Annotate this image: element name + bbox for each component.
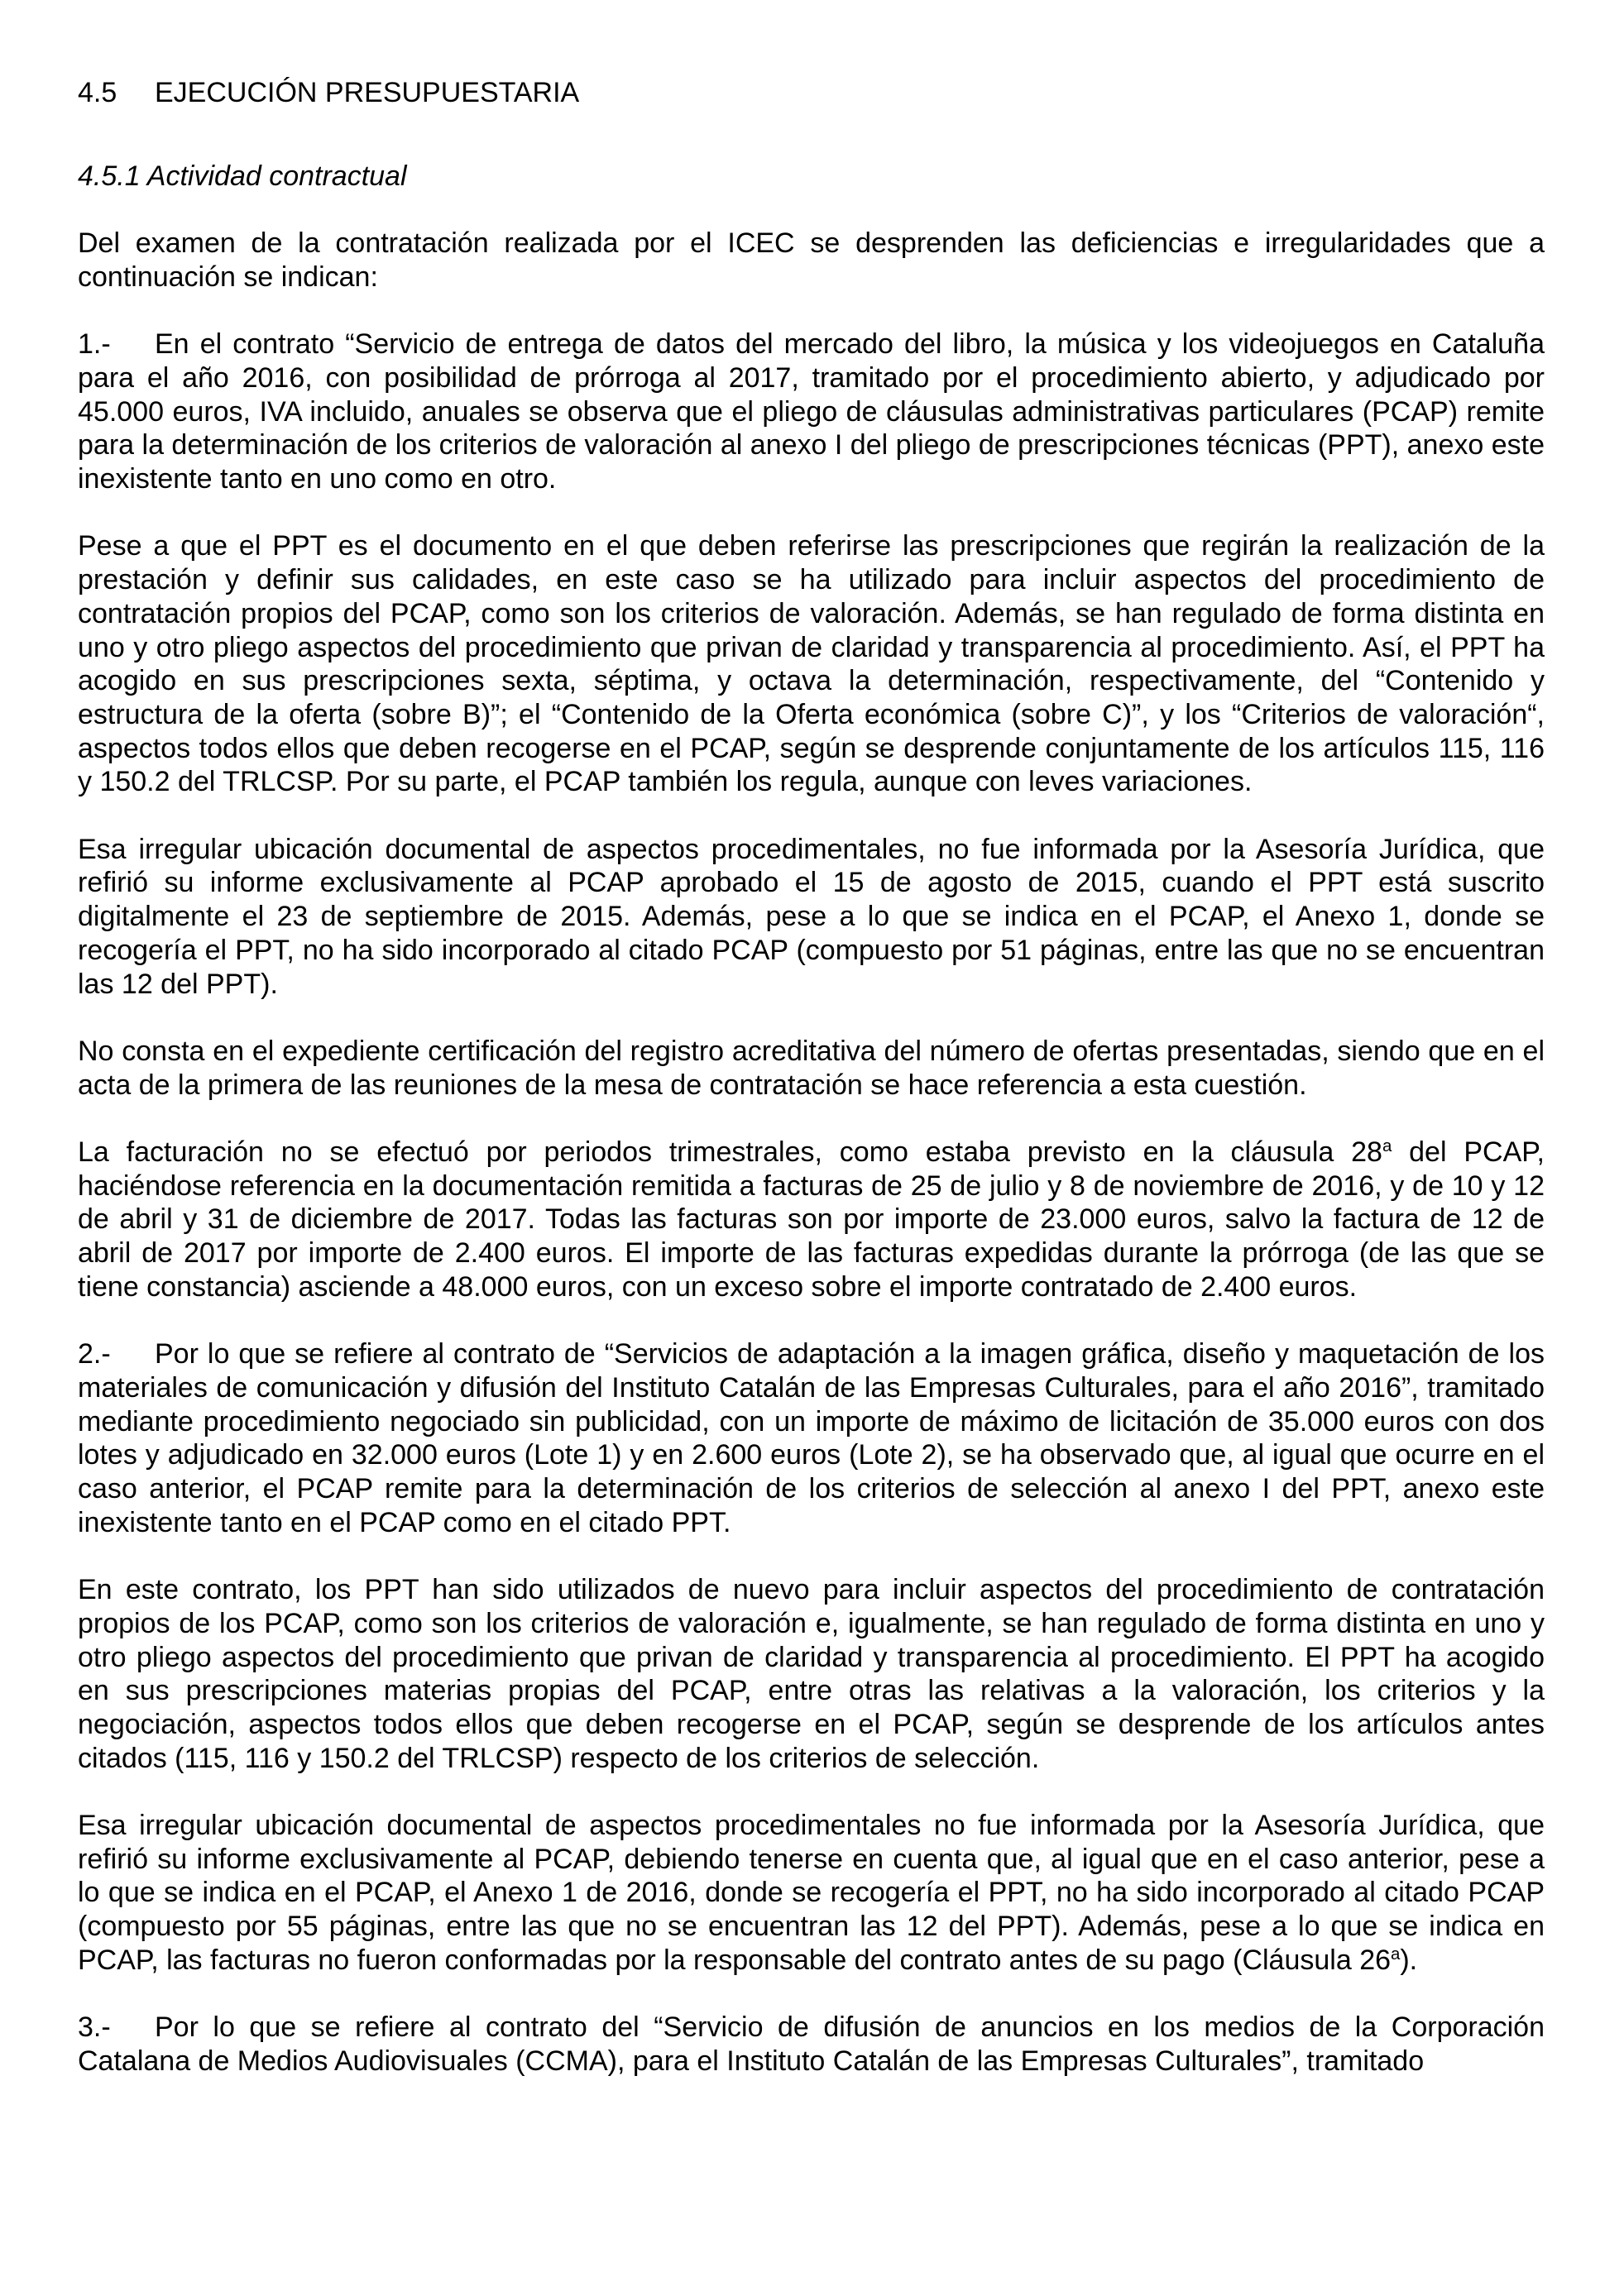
paragraph-invoicing [78,1136,1545,1304]
item-text: En el contrato “Servicio de entrega de datos del mercado del libro, la música y los videojuegos en Cataluña para el año 2016, con posibilidad de prórroga al 2017, tramitado por el procedimiento abierto, y adjudicado por 45.000 euros, IVA incluido, anuales se observa que el pliego de cláusulas administrativas particulares (PCAP) remite para la determinación de los criterios de valoración al anexo I del pliego de prescripciones técnicas (PPT), anexo este inexistente tanto en uno como en otro. [78,328,1545,495]
text-segment: Esa irregular ubicación documental de aspectos procedimentales no fue informada por la Asesoría Jurídica, que refirió su informe exclusivamente al PCAP, debiendo tenerse en cuenta que, al igual que en el caso anterior, pese a lo que se indica en el PCAP, el Anexo 1 de 2016, donde se recogería el PPT, no ha sido incorporado al citado PCAP (compuesto por 55 páginas, entre las que no se encuentran las 12 del PPT). Además, pese a lo que se indica en PCAP, las facturas no fueron conformadas por la responsable del contrato antes de su pago (Cláusula 26 [78,1810,1545,1976]
item-number: 1.- [78,328,111,361]
item-number: 2.- [78,1338,111,1370]
paragraph-contract-ppt: En este contrato, los PPT han sido utilizados de nuevo para incluir aspectos del procedimiento de contratación propios de los PCAP, como son los criterios de valoración e, igualmente, se han regulado de forma distinta en uno y otro pliego aspectos del procedimiento que privan de claridad y transparencia al procedimiento. El PPT ha acogido en sus prescripciones materias propias del PCAP, entre otras las relativas a la valoración, los criterios y la negociación, aspectos todos ellos que deben recogerse en el PCAP, según se desprende de los artículos antes citados (115, 116 y 150.2 del TRLCSP) respecto de los criterios de selección. [78,1574,1545,1774]
subsection-heading: 4.5.1 Actividad contractual [78,160,407,192]
section-title: EJECUCIÓN PRESUPUESTARIA [155,77,580,108]
item-text: Por lo que se refiere al contrato de “Servicios de adaptación a la imagen gráfica, diseño y maquetación de los materiales de comunicación y difusión del Instituto Catalán de las Empresas Culturales, para el año 2016”, tramitado mediante procedimiento negociado sin publicidad, con un importe de máximo de licitación de 35.000 euros con dos lotes y adjudicado en 32.000 euros (Lote 1) y en 2.600 euros (Lote 2), se ha observado que, al igual que ocurre en el caso anterior, el PCAP remite para la determinación de los criterios de selección al anexo I del PPT, anexo este inexistente tanto en el PCAP como en el citado PPT. [78,1338,1545,1538]
paragraph-offers-certification: No consta en el expediente certificación del registro acreditativa del número de ofertas presentadas, siendo que en el acta de la primera de las reuniones de la mesa de contratación se hace referencia a esta cuestión. [78,1035,1545,1101]
item-3-paragraph [78,2011,1545,2078]
ordinal-indicator: a [1391,1944,1401,1964]
section-heading [78,76,1545,110]
item-number: 3.- [78,2011,111,2044]
item-1-paragraph [78,328,1545,496]
text-segment: ). [1400,1944,1418,1976]
item-text: Por lo que se refiere al contrato del “Servicio de difusión de anuncios en los medios de la Corporación Catalana de Medios Audiovisuales (CCMA), para el Instituto Catalán de las Empresas Culturales”, tramitado [78,2011,1545,2077]
text-segment: del PCAP, haciéndose referencia en la documentación remitida a facturas de 25 de julio y 8 de noviembre de 2016, y de 10 y 12 de abril y 31 de diciembre de 2017. Todas las facturas son por importe de 23.000 euros, salvo la factura de 12 de abril de 2017 por importe de 2.400 euros. El importe de las facturas expedidas durante la prórroga (de las que se tiene constancia) asciende a 48.000 euros, con un exceso sobre el importe contratado de 2.400 euros. [78,1136,1545,1303]
ordinal-indicator: a [1382,1136,1392,1155]
item-2-paragraph [78,1337,1545,1539]
paragraph-legal-advice-2 [78,1809,1545,1978]
text-segment: La facturación no se efectuó por periodos trimestrales, como estaba previsto en la cláusula 28 [78,1136,1382,1168]
intro-paragraph: Del examen de la contratación realizada por el ICEC se desprenden las deficiencias e irregularidades que a continuación se indican: [78,227,1545,293]
paragraph-legal-advice: Esa irregular ubicación documental de aspectos procedimentales, no fue informada por la Asesoría Jurídica, que refirió su informe exclusivamente al PCAP aprobado el 15 de agosto de 2015, cuando el PPT está suscrito digitalmente el 23 de septiembre de 2015. Además, pese a lo que se indica en el PCAP, el Anexo 1, donde se recogería el PPT, no ha sido incorporado al citado PCAP (compuesto por 51 páginas, entre las que no se encuentran las 12 del PPT). [78,833,1545,1000]
paragraph-ppt-usage: Pese a que el PPT es el documento en el que deben referirse las prescripciones que regirán la realización de la prestación y definir sus calidades, en este caso se ha utilizado para incluir aspectos del procedimiento de contratación propios del PCAP, como son los criterios de valoración. Además, se han regulado de forma distinta en uno y otro pliego aspectos del procedimiento que privan de claridad y transparencia al procedimiento. Así, el PPT ha acogido en sus prescripciones sexta, séptima, y octava la determinación, respectivamente, del “Contenido y estructura de la oferta (sobre B)”; el “Contenido de la Oferta económica (sobre C)”, y los “Criterios de valoración“, aspectos todos ellos que deben recogerse en el PCAP, según se desprende conjuntamente de los artículos 115, 116 y 150.2 del TRLCSP. Por su parte, el PCAP también los regula, aunque con leves variaciones. [78,530,1545,798]
section-number: 4.5 [78,77,117,108]
document-page [78,76,1545,2112]
